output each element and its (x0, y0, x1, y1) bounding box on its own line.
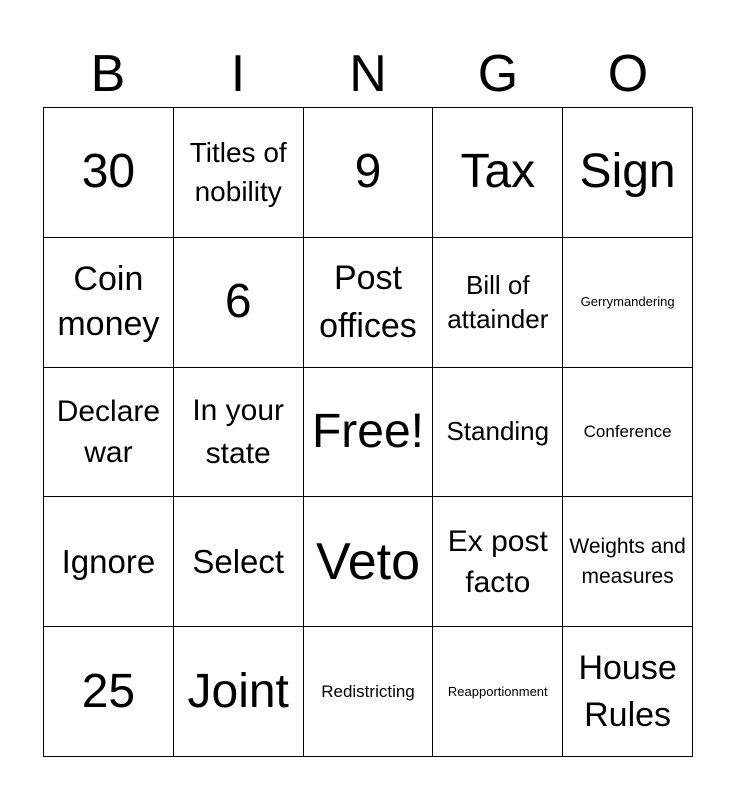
cell-text: 6 (224, 275, 252, 329)
cell-text: Gerrymandering (580, 294, 675, 310)
bingo-cell[interactable] (174, 627, 304, 757)
header-letter-o: O (607, 45, 649, 103)
bingo-cell[interactable] (563, 108, 693, 238)
bingo-cell[interactable] (433, 368, 563, 498)
cell-text: Sign (579, 145, 676, 199)
cell-text: 30 (81, 145, 136, 199)
cell-text: Redistricting (321, 681, 415, 701)
cell-text: Weights and measures (569, 534, 686, 588)
bingo-cell[interactable] (433, 497, 563, 627)
cell-text: House Rules (578, 648, 677, 734)
cell-text: Post offices (319, 259, 417, 346)
bingo-cell[interactable] (44, 368, 174, 498)
bingo-grid (43, 107, 693, 757)
bingo-cell[interactable] (304, 627, 434, 757)
cell-text: Veto (315, 532, 421, 591)
bingo-cell[interactable] (433, 108, 563, 238)
header-letter-i: I (230, 45, 246, 103)
cell-text: Coin money (57, 260, 160, 344)
cell-text: Bill of attainder (447, 270, 549, 335)
cell-text: Joint (187, 664, 289, 718)
bingo-cell[interactable] (563, 368, 693, 498)
bingo-cell[interactable] (563, 238, 693, 368)
bingo-cell[interactable] (433, 627, 563, 757)
header-letter-n: N (349, 45, 387, 103)
bingo-cell[interactable] (44, 238, 174, 368)
cell-text: In your state (192, 393, 285, 470)
bingo-cell[interactable] (563, 627, 693, 757)
bingo-cell[interactable] (44, 497, 174, 627)
bingo-cell[interactable] (563, 497, 693, 627)
bingo-cell[interactable] (44, 108, 174, 238)
bingo-cell[interactable] (174, 497, 304, 627)
cell-text: Standing (446, 416, 550, 447)
bingo-cell[interactable] (304, 108, 434, 238)
cell-text: Titles of nobility (189, 137, 287, 208)
bingo-cell[interactable] (44, 627, 174, 757)
bingo-cell[interactable] (304, 238, 434, 368)
bingo-cell[interactable] (174, 368, 304, 498)
cell-text: Free! (311, 404, 424, 458)
header-letter-b: B (90, 45, 126, 103)
cell-text: Declare war (56, 394, 161, 469)
bingo-cell[interactable] (304, 368, 434, 498)
cell-text: Ex post facto (447, 524, 548, 599)
header-letter-g: G (477, 45, 519, 103)
bingo-cell[interactable] (433, 238, 563, 368)
cell-text: Reapportionment (447, 683, 548, 699)
bingo-header (43, 40, 693, 108)
cell-text: Conference (583, 421, 672, 441)
cell-text: Select (192, 543, 285, 581)
cell-text: Ignore (61, 543, 156, 581)
bingo-cell[interactable] (174, 238, 304, 368)
cell-text: Tax (460, 145, 536, 199)
cell-text: 25 (81, 664, 136, 718)
cell-text: 9 (354, 145, 382, 199)
bingo-cell[interactable] (304, 497, 434, 627)
bingo-cell[interactable] (174, 108, 304, 238)
